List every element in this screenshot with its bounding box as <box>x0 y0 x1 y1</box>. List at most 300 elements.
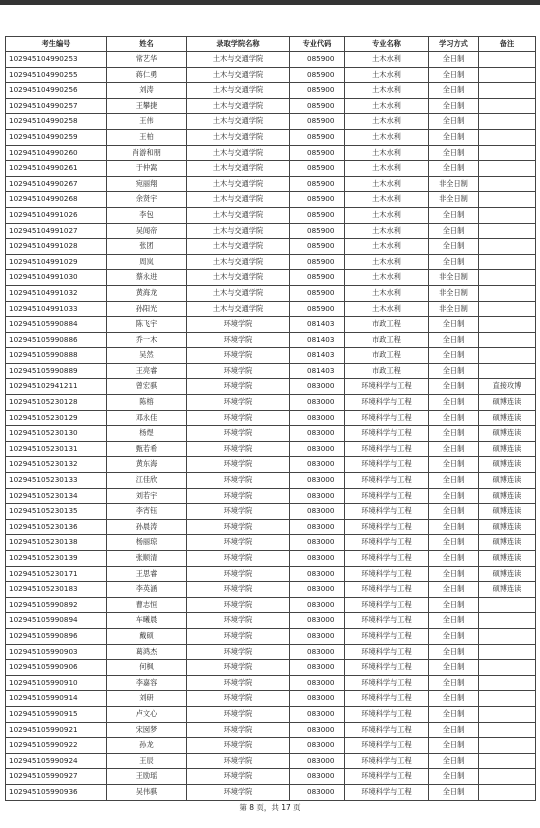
header-name: 姓名 <box>107 37 187 52</box>
cell-exam-id: 102945105990888 <box>6 348 107 364</box>
cell-exam-id: 102945104990253 <box>6 52 107 68</box>
table-row <box>6 738 536 754</box>
cell-name: 刘涛 <box>107 83 187 99</box>
cell-study-mode: 全日制 <box>429 395 479 411</box>
cell-exam-id: 102945105990924 <box>6 753 107 769</box>
cell-name: 王辰 <box>107 753 187 769</box>
cell-study-mode: 全日制 <box>429 551 479 567</box>
cell-college: 土木与交通学院 <box>187 129 290 145</box>
cell-exam-id: 102945104991027 <box>6 223 107 239</box>
table-row <box>6 535 536 551</box>
table-row <box>6 769 536 785</box>
cell-major-name: 土木水利 <box>345 114 429 130</box>
cell-college: 土木与交通学院 <box>187 176 290 192</box>
cell-exam-id: 102945105990884 <box>6 317 107 333</box>
cell-name: 江佳欣 <box>107 473 187 489</box>
cell-major-code: 085900 <box>290 52 345 68</box>
cell-note: 硕博连读 <box>479 504 536 520</box>
cell-major-code: 083000 <box>290 535 345 551</box>
cell-major-name: 土木水利 <box>345 254 429 270</box>
cell-college: 土木与交通学院 <box>187 114 290 130</box>
cell-study-mode: 全日制 <box>429 488 479 504</box>
cell-college: 环境学院 <box>187 410 290 426</box>
cell-major-name: 环境科学与工程 <box>345 504 429 520</box>
cell-college: 环境学院 <box>187 597 290 613</box>
cell-major-code: 083000 <box>290 395 345 411</box>
table-row <box>6 519 536 535</box>
cell-name: 孙晨涛 <box>107 519 187 535</box>
cell-name: 乔一木 <box>107 332 187 348</box>
cell-major-name: 环境科学与工程 <box>345 722 429 738</box>
cell-exam-id: 102945105230171 <box>6 566 107 582</box>
cell-exam-id: 102945105230131 <box>6 441 107 457</box>
cell-major-name: 环境科学与工程 <box>345 660 429 676</box>
cell-note <box>479 363 536 379</box>
cell-college: 土木与交通学院 <box>187 285 290 301</box>
cell-major-code: 083000 <box>290 488 345 504</box>
cell-major-name: 环境科学与工程 <box>345 519 429 535</box>
cell-name: 何枫 <box>107 660 187 676</box>
cell-major-code: 085900 <box>290 223 345 239</box>
cell-note <box>479 722 536 738</box>
cell-college: 环境学院 <box>187 644 290 660</box>
cell-name: 刘研 <box>107 691 187 707</box>
cell-college: 环境学院 <box>187 441 290 457</box>
cell-exam-id: 102945105990906 <box>6 660 107 676</box>
cell-college: 环境学院 <box>187 426 290 442</box>
cell-name: 孙龙 <box>107 738 187 754</box>
cell-college: 环境学院 <box>187 488 290 504</box>
cell-study-mode: 全日制 <box>429 722 479 738</box>
cell-exam-id: 102945105990921 <box>6 722 107 738</box>
page-footer: 第 8 页，共 17 页 <box>239 803 301 812</box>
table-row <box>6 363 536 379</box>
table-row <box>6 457 536 473</box>
cell-study-mode: 非全日制 <box>429 270 479 286</box>
cell-exam-id: 102945105990903 <box>6 644 107 660</box>
cell-name: 于仲嵩 <box>107 161 187 177</box>
table-row <box>6 207 536 223</box>
table-row <box>6 332 536 348</box>
cell-major-code: 083000 <box>290 644 345 660</box>
cell-study-mode: 非全日制 <box>429 176 479 192</box>
cell-name: 吴闻帝 <box>107 223 187 239</box>
cell-major-name: 环境科学与工程 <box>345 628 429 644</box>
cell-college: 环境学院 <box>187 332 290 348</box>
cell-major-name: 土木水利 <box>345 285 429 301</box>
cell-college: 环境学院 <box>187 675 290 691</box>
cell-exam-id: 102945105990910 <box>6 675 107 691</box>
cell-note <box>479 83 536 99</box>
table-row <box>6 628 536 644</box>
cell-note <box>479 706 536 722</box>
cell-name: 卢文心 <box>107 706 187 722</box>
cell-exam-id: 102945104990268 <box>6 192 107 208</box>
cell-name: 蔡永进 <box>107 270 187 286</box>
cell-note: 硕博连读 <box>479 473 536 489</box>
cell-note: 硕博连读 <box>479 441 536 457</box>
cell-major-code: 085900 <box>290 98 345 114</box>
cell-study-mode: 全日制 <box>429 114 479 130</box>
header-note: 备注 <box>479 37 536 52</box>
cell-exam-id: 102945104991033 <box>6 301 107 317</box>
cell-major-name: 土木水利 <box>345 270 429 286</box>
cell-study-mode: 非全日制 <box>429 285 479 301</box>
cell-note <box>479 207 536 223</box>
cell-exam-id: 102945105990927 <box>6 769 107 785</box>
cell-major-name: 环境科学与工程 <box>345 597 429 613</box>
cell-name: 李宵钰 <box>107 504 187 520</box>
cell-note: 硕博连读 <box>479 566 536 582</box>
cell-study-mode: 全日制 <box>429 473 479 489</box>
cell-major-name: 土木水利 <box>345 239 429 255</box>
cell-major-name: 土木水利 <box>345 67 429 83</box>
cell-exam-id: 102945105230135 <box>6 504 107 520</box>
cell-major-name: 环境科学与工程 <box>345 753 429 769</box>
cell-major-name: 土木水利 <box>345 52 429 68</box>
table-row <box>6 239 536 255</box>
cell-major-code: 083000 <box>290 628 345 644</box>
cell-major-code: 083000 <box>290 582 345 598</box>
cell-college: 土木与交通学院 <box>187 239 290 255</box>
cell-major-name: 环境科学与工程 <box>345 473 429 489</box>
cell-study-mode: 全日制 <box>429 706 479 722</box>
cell-college: 环境学院 <box>187 753 290 769</box>
cell-exam-id: 102945105990886 <box>6 332 107 348</box>
cell-major-name: 土木水利 <box>345 192 429 208</box>
cell-name: 吴然 <box>107 348 187 364</box>
cell-major-code: 085900 <box>290 145 345 161</box>
table-row <box>6 691 536 707</box>
cell-college: 土木与交通学院 <box>187 223 290 239</box>
cell-study-mode: 全日制 <box>429 769 479 785</box>
cell-study-mode: 全日制 <box>429 67 479 83</box>
cell-major-code: 083000 <box>290 551 345 567</box>
header-study-mode: 学习方式 <box>429 37 479 52</box>
cell-major-code: 083000 <box>290 769 345 785</box>
table-row <box>6 145 536 161</box>
table-row <box>6 176 536 192</box>
cell-exam-id: 102945104990267 <box>6 176 107 192</box>
cell-major-name: 土木水利 <box>345 129 429 145</box>
table-row <box>6 660 536 676</box>
cell-note <box>479 769 536 785</box>
cell-name: 葛鸿杰 <box>107 644 187 660</box>
cell-major-code: 083000 <box>290 706 345 722</box>
table-row <box>6 270 536 286</box>
table-row <box>6 753 536 769</box>
table-row <box>6 551 536 567</box>
cell-note: 硕博连读 <box>479 426 536 442</box>
table-row <box>6 395 536 411</box>
cell-major-code: 085900 <box>290 239 345 255</box>
cell-college: 环境学院 <box>187 582 290 598</box>
cell-note: 硕博连读 <box>479 410 536 426</box>
cell-college: 土木与交通学院 <box>187 52 290 68</box>
cell-study-mode: 全日制 <box>429 613 479 629</box>
cell-note <box>479 644 536 660</box>
cell-exam-id: 102945104990258 <box>6 114 107 130</box>
table-row <box>6 582 536 598</box>
cell-major-name: 环境科学与工程 <box>345 738 429 754</box>
cell-exam-id: 102945104990256 <box>6 83 107 99</box>
cell-college: 环境学院 <box>187 613 290 629</box>
cell-study-mode: 全日制 <box>429 332 479 348</box>
cell-major-name: 环境科学与工程 <box>345 769 429 785</box>
cell-major-code: 081403 <box>290 317 345 333</box>
cell-note: 硕博连读 <box>479 535 536 551</box>
table-row <box>6 722 536 738</box>
cell-name: 戴硕 <box>107 628 187 644</box>
cell-name: 陈飞宇 <box>107 317 187 333</box>
cell-college: 土木与交通学院 <box>187 145 290 161</box>
cell-exam-id: 102945105230139 <box>6 551 107 567</box>
cell-major-code: 085900 <box>290 161 345 177</box>
cell-study-mode: 全日制 <box>429 207 479 223</box>
cell-exam-id: 102945105230132 <box>6 457 107 473</box>
cell-name: 车曦晨 <box>107 613 187 629</box>
cell-note: 硕博连读 <box>479 582 536 598</box>
cell-name: 肖游和朋 <box>107 145 187 161</box>
cell-name: 周岚 <box>107 254 187 270</box>
cell-major-code: 085900 <box>290 254 345 270</box>
header-major-name: 专业名称 <box>345 37 429 52</box>
cell-name: 刘若宇 <box>107 488 187 504</box>
cell-major-code: 083000 <box>290 597 345 613</box>
cell-study-mode: 全日制 <box>429 379 479 395</box>
cell-exam-id: 102945105990914 <box>6 691 107 707</box>
table-row <box>6 317 536 333</box>
header-major-code: 专业代码 <box>290 37 345 52</box>
cell-major-name: 环境科学与工程 <box>345 410 429 426</box>
cell-major-name: 土木水利 <box>345 176 429 192</box>
cell-name: 宋囡梦 <box>107 722 187 738</box>
admission-table <box>5 36 536 801</box>
cell-college: 土木与交通学院 <box>187 67 290 83</box>
cell-note <box>479 254 536 270</box>
cell-exam-id: 102945104991029 <box>6 254 107 270</box>
top-bar <box>0 0 540 5</box>
cell-college: 环境学院 <box>187 535 290 551</box>
table-row <box>6 98 536 114</box>
cell-note <box>479 597 536 613</box>
cell-major-name: 环境科学与工程 <box>345 691 429 707</box>
table-row <box>6 613 536 629</box>
cell-study-mode: 全日制 <box>429 363 479 379</box>
cell-study-mode: 全日制 <box>429 504 479 520</box>
cell-note <box>479 332 536 348</box>
cell-note <box>479 660 536 676</box>
cell-exam-id: 102945105990922 <box>6 738 107 754</box>
cell-college: 环境学院 <box>187 395 290 411</box>
cell-major-name: 市政工程 <box>345 332 429 348</box>
table-row <box>6 473 536 489</box>
table-row <box>6 192 536 208</box>
cell-study-mode: 全日制 <box>429 628 479 644</box>
cell-college: 土木与交通学院 <box>187 83 290 99</box>
cell-note <box>479 738 536 754</box>
table-row <box>6 285 536 301</box>
cell-major-code: 085900 <box>290 83 345 99</box>
cell-exam-id: 102945105990915 <box>6 706 107 722</box>
cell-college: 环境学院 <box>187 551 290 567</box>
cell-note <box>479 223 536 239</box>
cell-college: 环境学院 <box>187 722 290 738</box>
cell-note <box>479 691 536 707</box>
cell-name: 曹志恒 <box>107 597 187 613</box>
header-exam-id: 考生编号 <box>6 37 107 52</box>
cell-exam-id: 102945104991026 <box>6 207 107 223</box>
cell-major-name: 土木水利 <box>345 145 429 161</box>
cell-exam-id: 102945104990257 <box>6 98 107 114</box>
cell-major-code: 083000 <box>290 722 345 738</box>
cell-study-mode: 全日制 <box>429 738 479 754</box>
cell-name: 李英涵 <box>107 582 187 598</box>
cell-major-name: 土木水利 <box>345 161 429 177</box>
cell-note: 硕博连读 <box>479 519 536 535</box>
cell-major-name: 环境科学与工程 <box>345 706 429 722</box>
table-row <box>6 410 536 426</box>
cell-major-code: 085900 <box>290 192 345 208</box>
cell-name: 李嘉容 <box>107 675 187 691</box>
cell-study-mode: 全日制 <box>429 784 479 800</box>
cell-college: 环境学院 <box>187 317 290 333</box>
cell-note <box>479 348 536 364</box>
cell-name: 王亮睿 <box>107 363 187 379</box>
cell-note: 硕博连读 <box>479 551 536 567</box>
cell-college: 环境学院 <box>187 363 290 379</box>
table-row <box>6 426 536 442</box>
cell-name: 吴伟骐 <box>107 784 187 800</box>
cell-college: 环境学院 <box>187 738 290 754</box>
cell-name: 孙阳光 <box>107 301 187 317</box>
cell-exam-id: 102945105990936 <box>6 784 107 800</box>
table-row <box>6 67 536 83</box>
cell-exam-id: 102945104990255 <box>6 67 107 83</box>
cell-major-name: 环境科学与工程 <box>345 488 429 504</box>
cell-major-code: 085900 <box>290 114 345 130</box>
cell-major-code: 083000 <box>290 519 345 535</box>
cell-major-code: 083000 <box>290 379 345 395</box>
table-row <box>6 223 536 239</box>
cell-name: 甄若希 <box>107 441 187 457</box>
cell-college: 环境学院 <box>187 706 290 722</box>
cell-college: 环境学院 <box>187 691 290 707</box>
table-row <box>6 161 536 177</box>
cell-note: 硕博连读 <box>479 395 536 411</box>
cell-note <box>479 753 536 769</box>
cell-note: 硕博连读 <box>479 488 536 504</box>
table-row <box>6 644 536 660</box>
cell-study-mode: 全日制 <box>429 753 479 769</box>
cell-major-name: 环境科学与工程 <box>345 551 429 567</box>
cell-college: 环境学院 <box>187 566 290 582</box>
cell-college: 土木与交通学院 <box>187 207 290 223</box>
cell-note <box>479 285 536 301</box>
cell-study-mode: 全日制 <box>429 535 479 551</box>
cell-study-mode: 全日制 <box>429 254 479 270</box>
cell-name: 蒋仁勇 <box>107 67 187 83</box>
cell-major-code: 083000 <box>290 410 345 426</box>
cell-exam-id: 102945105990896 <box>6 628 107 644</box>
table-row <box>6 114 536 130</box>
cell-exam-id: 102945105990889 <box>6 363 107 379</box>
cell-exam-id: 102945104990260 <box>6 145 107 161</box>
cell-major-code: 083000 <box>290 675 345 691</box>
cell-exam-id: 102945104991032 <box>6 285 107 301</box>
table-row <box>6 129 536 145</box>
cell-name: 常艺华 <box>107 52 187 68</box>
cell-study-mode: 全日制 <box>429 129 479 145</box>
cell-exam-id: 102945105230134 <box>6 488 107 504</box>
header-row <box>6 37 536 52</box>
cell-major-code: 083000 <box>290 473 345 489</box>
cell-major-name: 土木水利 <box>345 83 429 99</box>
cell-note <box>479 613 536 629</box>
cell-study-mode: 全日制 <box>429 410 479 426</box>
cell-name: 李包 <box>107 207 187 223</box>
cell-study-mode: 非全日制 <box>429 301 479 317</box>
cell-major-name: 土木水利 <box>345 207 429 223</box>
table-row <box>6 441 536 457</box>
table-row <box>6 379 536 395</box>
cell-college: 土木与交通学院 <box>187 254 290 270</box>
cell-college: 环境学院 <box>187 457 290 473</box>
cell-major-name: 环境科学与工程 <box>345 784 429 800</box>
table-row <box>6 597 536 613</box>
cell-study-mode: 全日制 <box>429 457 479 473</box>
cell-note <box>479 675 536 691</box>
cell-study-mode: 全日制 <box>429 644 479 660</box>
table-row <box>6 566 536 582</box>
cell-exam-id: 102945105230129 <box>6 410 107 426</box>
cell-name: 杨丽琼 <box>107 535 187 551</box>
cell-note <box>479 628 536 644</box>
table-row <box>6 301 536 317</box>
cell-note <box>479 98 536 114</box>
cell-major-code: 085900 <box>290 129 345 145</box>
cell-major-code: 083000 <box>290 426 345 442</box>
cell-name: 杨煜 <box>107 426 187 442</box>
cell-name: 宛丽翔 <box>107 176 187 192</box>
cell-name: 邓永佳 <box>107 410 187 426</box>
cell-note <box>479 161 536 177</box>
table-row <box>6 784 536 800</box>
cell-college: 环境学院 <box>187 769 290 785</box>
cell-name: 陈榕 <box>107 395 187 411</box>
cell-note <box>479 114 536 130</box>
cell-major-code: 085900 <box>290 176 345 192</box>
admission-table-container <box>5 36 535 801</box>
cell-note <box>479 784 536 800</box>
table-row <box>6 706 536 722</box>
cell-study-mode: 全日制 <box>429 660 479 676</box>
cell-note <box>479 192 536 208</box>
cell-college: 土木与交通学院 <box>187 161 290 177</box>
table-row <box>6 83 536 99</box>
cell-note <box>479 317 536 333</box>
cell-college: 环境学院 <box>187 660 290 676</box>
cell-college: 土木与交通学院 <box>187 192 290 208</box>
cell-major-name: 环境科学与工程 <box>345 582 429 598</box>
cell-major-name: 环境科学与工程 <box>345 457 429 473</box>
cell-college: 土木与交通学院 <box>187 270 290 286</box>
cell-name: 王励瑶 <box>107 769 187 785</box>
cell-major-name: 土木水利 <box>345 98 429 114</box>
cell-study-mode: 全日制 <box>429 441 479 457</box>
table-row <box>6 675 536 691</box>
cell-name: 余贤宇 <box>107 192 187 208</box>
